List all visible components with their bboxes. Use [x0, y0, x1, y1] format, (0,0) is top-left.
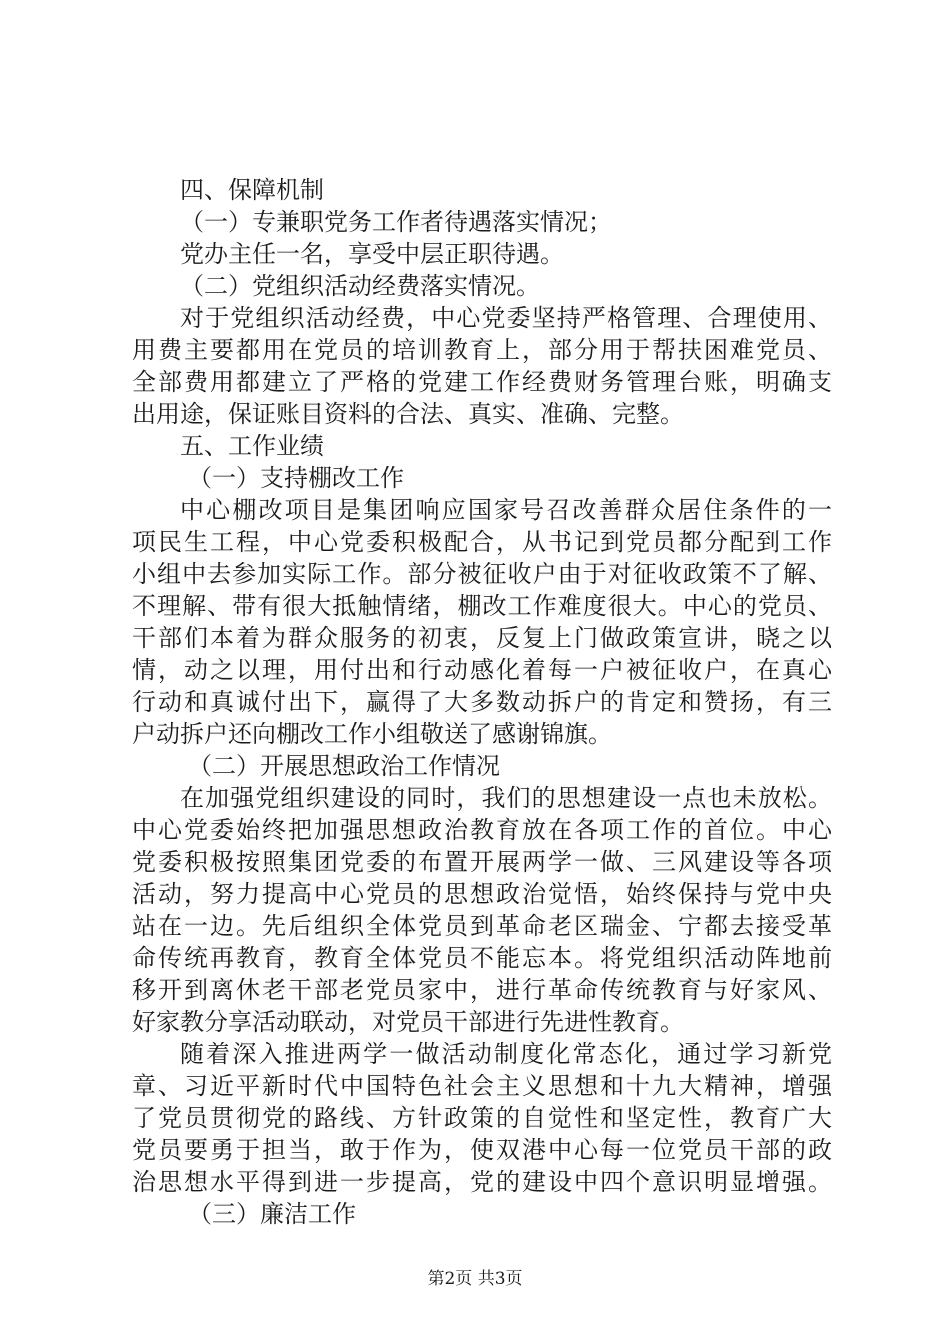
- text-line: 行动和真诚付出下，赢得了大多数动拆户的肯定和赞扬，有三: [132, 688, 832, 716]
- text-line: 中心棚改项目是集团响应国家号召改善群众居住条件的一: [180, 496, 832, 524]
- text-line: 不理解、带有很大抵触情绪，棚改工作难度很大。中心的党员、: [132, 592, 832, 620]
- text-line: 五、工作业绩: [180, 432, 324, 460]
- text-line: 移开到离休老干部老党员家中，进行革命传统教育与好家风、: [132, 976, 832, 1004]
- text-line: 全部费用都建立了严格的党建工作经费财务管理台账，明确支: [132, 368, 832, 396]
- text-line: 项民生工程，中心党委积极配合，从书记到党员都分配到工作: [132, 528, 832, 556]
- text-line: 了党员贯彻党的路线、方针政策的自觉性和坚定性，教育广大: [132, 1104, 832, 1132]
- text-line: （三）廉洁工作: [188, 1200, 356, 1228]
- text-line: 命传统再教育，教育全体党员不能忘本。将党组织活动阵地前: [132, 944, 832, 972]
- page-footer: 第2页 共3页: [427, 1269, 523, 1289]
- text-line: 活动，努力提高中心党员的思想政治觉悟，始终保持与党中央: [132, 880, 832, 908]
- document-body: [132, 174, 832, 1230]
- text-line: （一）支持棚改工作: [188, 464, 404, 492]
- text-line: 对于党组织活动经费，中心党委坚持严格管理、合理使用、: [180, 304, 832, 332]
- text-line: 随着深入推进两学一做活动制度化常态化，通过学习新党: [180, 1040, 832, 1068]
- text-line: 四、保障机制: [180, 176, 324, 204]
- text-line: 出用途，保证账目资料的合法、真实、准确、完整。: [132, 400, 684, 428]
- text-line: 情，动之以理，用付出和行动感化着每一户被征收户，在真心: [132, 656, 832, 684]
- text-line: 党员要勇于担当，敢于作为，使双港中心每一位党员干部的政: [132, 1136, 832, 1164]
- text-line: 用费主要都用在党员的培训教育上，部分用于帮扶困难党员、: [132, 336, 832, 364]
- text-line: （二）党组织活动经费落实情况。: [180, 272, 540, 300]
- text-line: 户动拆户还向棚改工作小组敬送了感谢锦旗。: [132, 720, 612, 748]
- text-line: （一）专兼职党务工作者待遇落实情况；: [180, 208, 612, 236]
- text-line: 站在一边。先后组织全体党员到革命老区瑞金、宁都去接受革: [132, 912, 832, 940]
- text-line: （二）开展思想政治工作情况: [188, 752, 500, 780]
- text-line: 党委积极按照集团党委的布置开展两学一做、三风建设等各项: [132, 848, 832, 876]
- text-line: 章、习近平新时代中国特色社会主义思想和十九大精神，增强: [132, 1072, 832, 1100]
- text-line: 治思想水平得到进一步提高，党的建设中四个意识明显增强。: [132, 1168, 832, 1196]
- text-line: 党办主任一名，享受中层正职待遇。: [180, 240, 564, 268]
- text-line: 干部们本着为群众服务的初衷，反复上门做政策宣讲，晓之以: [132, 624, 832, 652]
- text-line: 好家教分享活动联动，对党员干部进行先进性教育。: [132, 1008, 684, 1036]
- text-line: 中心党委始终把加强思想政治教育放在各项工作的首位。中心: [132, 816, 832, 844]
- text-line: 在加强党组织建设的同时，我们的思想建设一点也未放松。: [180, 784, 832, 812]
- text-line: 小组中去参加实际工作。部分被征收户由于对征收政策不了解、: [132, 560, 832, 588]
